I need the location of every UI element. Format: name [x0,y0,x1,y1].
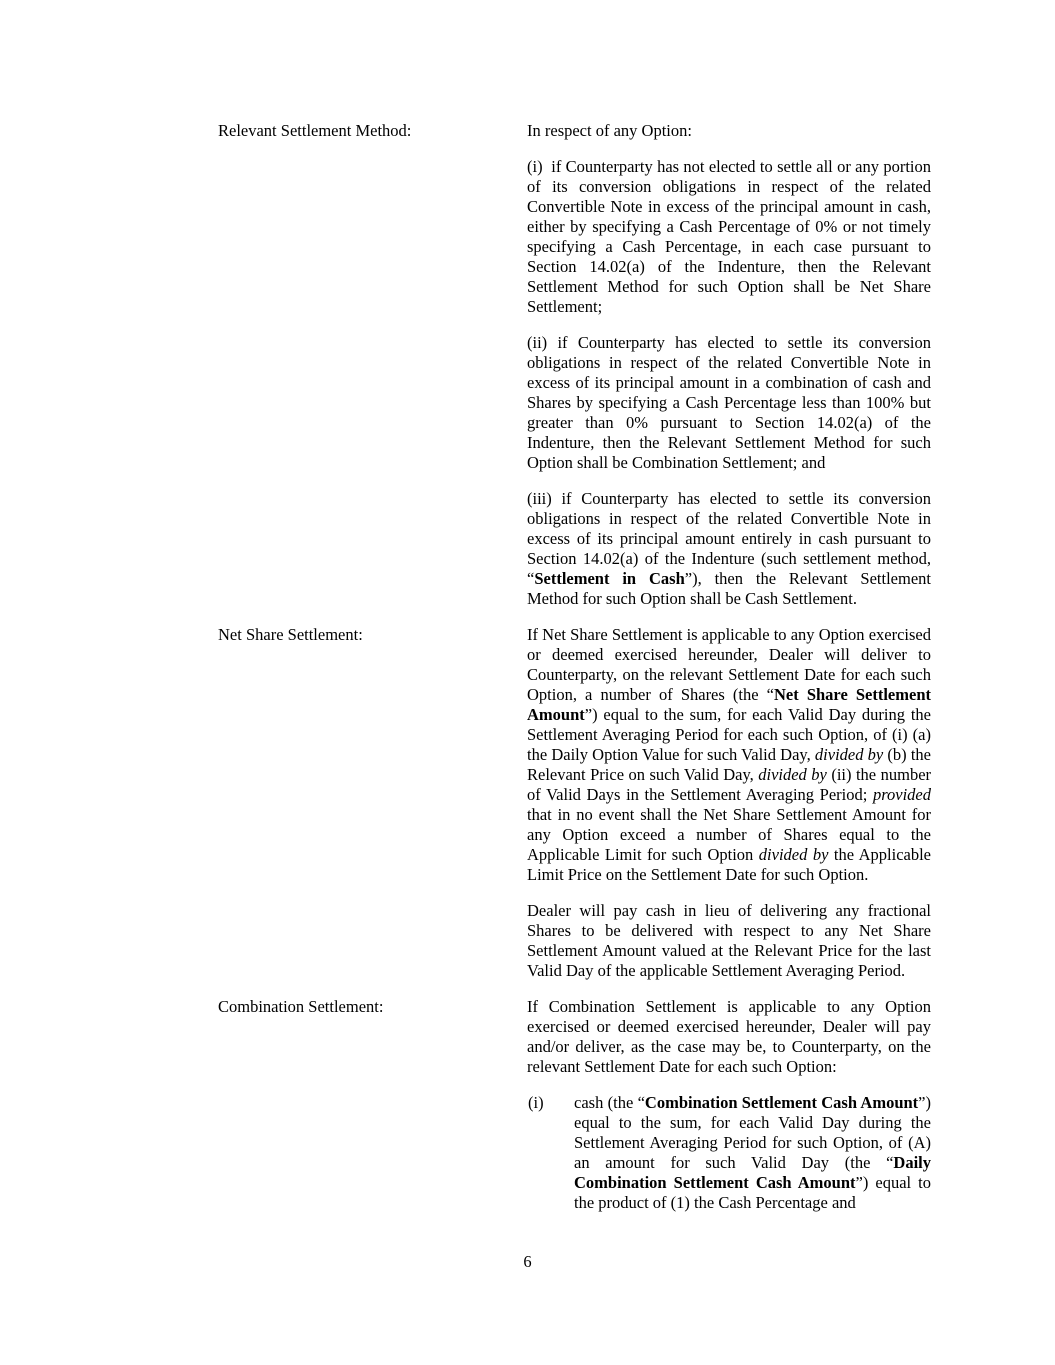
text: that in no event shall the Net Share Settlement Amount for any Option exceed a number of Shares equal to the Applicable Limit for such Option [527,805,931,864]
italic-text: provided [872,785,931,804]
bold-text: Combination Settlement Cash Amount [644,1093,919,1112]
text: (i) if Counterparty has not elected to settle all or any portion of its conversion obligations in respect of the related Convertible Note in excess of the principal amount in cash, either by specifying a Cash Percentage of 0% or not timely specifying a Cash Percentage, in each case pursuant to Section 14.02(a) of the Indenture, then the Relevant Settlement Method for such Option shall be Net Share Settlement; [527,157,931,316]
text: In respect of any Option: [527,121,692,140]
italic-text: divided by [814,745,884,764]
text: ”) equal to the product of (1) the Cash Percentage and [574,1173,931,1212]
term-label: Combination Settlement: [218,997,384,1016]
term-label: Relevant Settlement Method: [218,121,412,140]
text: If Net Share Settlement is applicable to any Option exercised or deemed exercised hereunder, Dealer will deliver to Counterparty, on the relevant Settlement Date for each such Option, a number of Shares (the “ [527,625,931,704]
paragraph [527,1093,931,1213]
paragraph [527,157,931,317]
paragraph [527,489,931,609]
paragraph [527,333,931,473]
text: ”) equal to the sum, for each Valid Day during the Settlement Averaging Period for such Option, of (A) an amount for such Valid Day (the “ [574,1093,931,1172]
terms-row [218,625,931,997]
text: Dealer will pay cash in lieu of delivering any fractional Shares to be delivered with respect to any Net Share Settlement Amount valued at the Relevant Price for the last Valid Day of the applicable Settlement Averaging Period. [527,901,931,980]
bold-text: Settlement in Cash [534,569,685,588]
text: ”) equal to the sum, for each Valid Day during the Settlement Averaging Period for each such Option, of (i) (a) the Daily Option Value for such Valid Day, [527,705,931,764]
text: the Applicable Limit Price on the Settlement Date for such Option. [527,845,932,884]
text: If Combination Settlement is applicable to any Option exercised or deemed exercised hereunder, Dealer will pay and/or deliver, as the case may be, to Counterparty, on the relevant Settlement Date for each such Option: [527,997,931,1076]
paragraph [527,997,931,1077]
text: cash (the “ [574,1093,645,1112]
list-marker: (i) [528,1093,544,1112]
text: (ii) if Counterparty has elected to settle its conversion obligations in respect of the related Convertible Note in excess of its principal amount in a combination of cash and Shares by specifying a Cash Percentage less than 100% but greater than 0% pursuant to Section 14.02(a) of the Indenture, then the Relevant Settlement Method for such Option shall be Combination Settlement; and [527,333,931,472]
settlement-terms [218,121,931,1229]
text: (iii) if Counterparty has elected to settle its conversion obligations in respect of the related Convertible Note in excess of its principal amount entirely in cash pursuant to Section 14.02(a) of the Indenture (such settlement method, “ [527,489,931,588]
bold-text: Daily Combination Settlement Cash Amount [574,1153,931,1192]
term-body [527,121,931,625]
paragraph [527,625,931,885]
terms-row [218,997,931,1229]
term-body [527,997,931,1229]
term-body [527,625,931,997]
paragraph [527,901,931,981]
page-number: 6 [523,1252,532,1271]
italic-text: divided by [758,765,827,784]
text: (b) the Relevant Price on such Valid Day, [527,745,932,784]
italic-text: divided by [758,845,829,864]
text: (ii) the number of Valid Days in the Settlement Averaging Period; [527,765,932,804]
bold-text: Net Share Settlement Amount [527,685,931,724]
terms-row [218,121,931,625]
term-label: Net Share Settlement: [218,625,363,644]
text: ”), then the Relevant Settlement Method for such Option shall be Cash Settlement. [527,569,931,608]
paragraph [527,121,931,141]
